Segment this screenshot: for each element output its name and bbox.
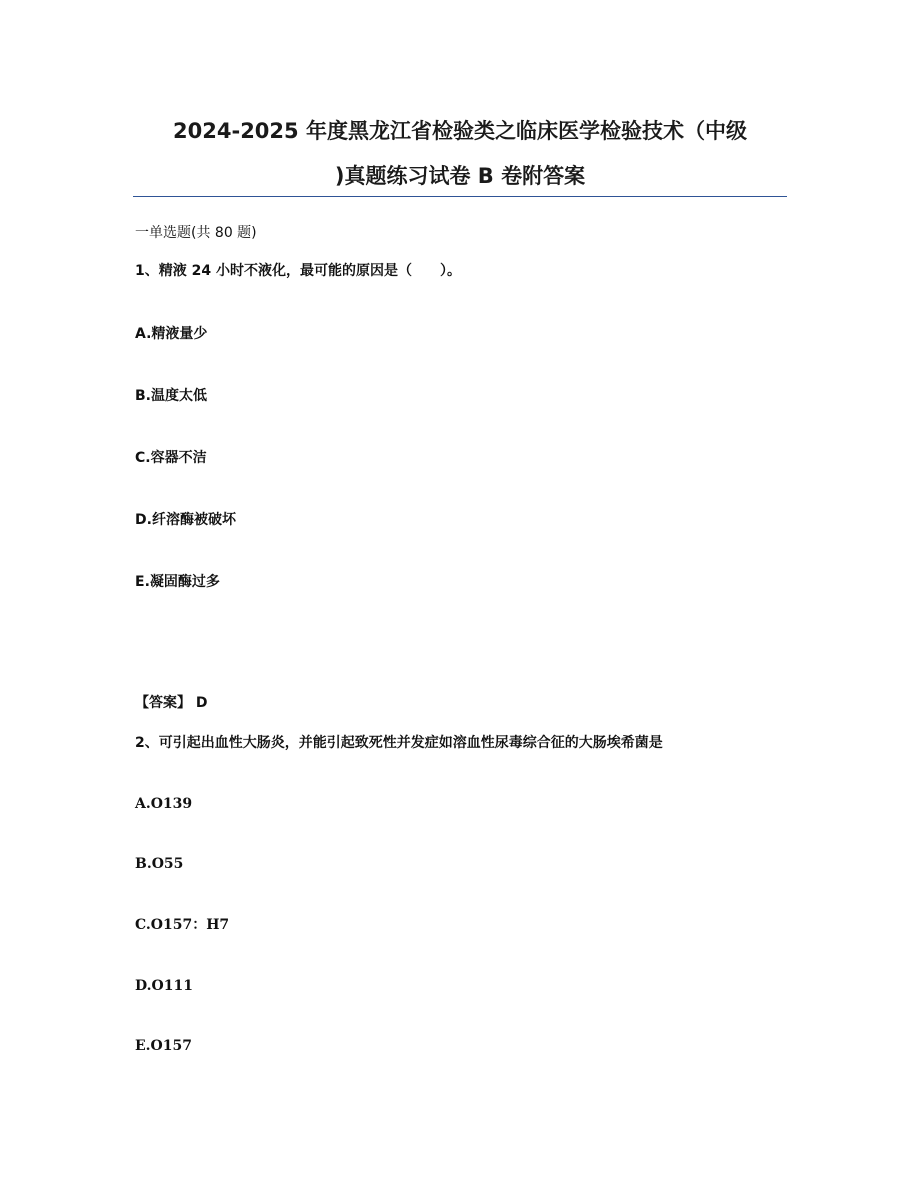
question-1-option-b: B.温度太低 <box>135 388 207 404</box>
section-heading: 一单选题(共 80 题) <box>135 225 257 241</box>
question-2-option-c: C.O157：H7 <box>135 917 230 933</box>
question-1-option-d: D.纤溶酶被破坏 <box>135 512 236 528</box>
question-2-stem: 2、可引起出血性大肠炎，并能引起致死性并发症如溶血性尿毒综合征的大肠埃希菌是 <box>135 735 663 751</box>
document-title-line-2: )真题练习试卷 B 卷附答案 <box>334 164 586 188</box>
question-2-option-d: D.O111 <box>135 978 193 994</box>
title-divider <box>133 196 787 197</box>
question-1-option-e: E.凝固酶过多 <box>135 574 220 590</box>
question-2-option-e: E.O157 <box>135 1038 192 1054</box>
question-2-option-a: A.O139 <box>135 796 193 812</box>
question-1-stem: 1、精液 24 小时不液化，最可能的原因是（ ）。 <box>135 263 461 279</box>
question-1-option-c: C.容器不洁 <box>135 450 207 466</box>
question-2-option-b: B.O55 <box>135 856 184 872</box>
question-1-answer: 【答案】 D <box>135 695 208 711</box>
question-1-option-a: A.精液量少 <box>135 326 208 342</box>
document-title-line-1: 2024-2025 年度黑龙江省检验类之临床医学检验技术（中级 <box>173 119 747 143</box>
